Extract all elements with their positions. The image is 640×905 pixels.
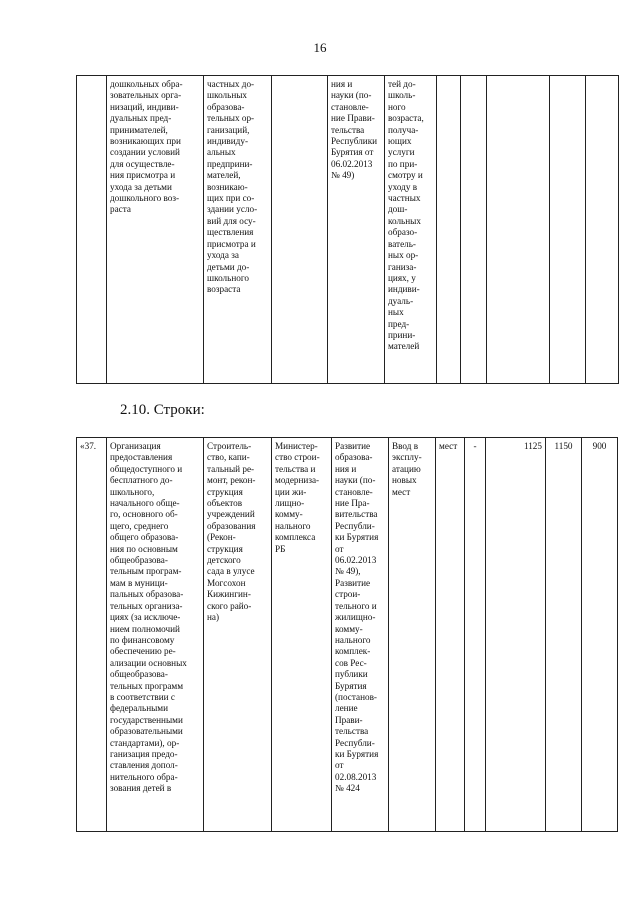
table-cell <box>77 76 107 384</box>
row-number: «37. <box>77 438 107 832</box>
table-cell <box>550 76 586 384</box>
table-continuation <box>76 75 619 384</box>
section-heading: 2.10. Строки: <box>120 402 205 418</box>
page-number: 16 <box>313 40 327 55</box>
table-rows <box>76 437 618 832</box>
table-row <box>77 76 619 384</box>
table-cell: тей до- школь- ного возраста, получа- ющих услуги по при- смотру и уходу в частных дош- кольных образо- ватель- ных ор- ганиза- циях, у индиви- дуаль- ных пред- прини- мателей <box>385 76 437 384</box>
value-cell-1: 1125 <box>486 438 546 832</box>
table-cell <box>487 76 550 384</box>
value-cell-2: 1150 <box>546 438 582 832</box>
table-cell <box>272 76 328 384</box>
value-cell-3: 900 <box>582 438 618 832</box>
table-cell: дошкольных обра- зовательных орга- низаций, индиви- дуальных пред- принимателей, возникающих при создании условий для осуществле- ния присмотра и ухода за детьми дошкольного воз- раста <box>107 76 204 384</box>
table-cell <box>437 76 461 384</box>
unit-cell: мест <box>436 438 465 832</box>
ministry-cell: Министер- ство строи- тельства и модерниза- ции жи- лищно- комму- нального комплекса РБ <box>272 438 332 832</box>
table-cell: частных до- школьных образова- тельных ор- ганизаций, индивиду- альных предприни- мателей, возникаю- щих при со- здании усло- вий для осу- ществления присмотра и ухода за детьми до- школьного возраста <box>204 76 272 384</box>
table-cell: ния и науки (по- становле- ние Прави- тельства Республики Бурятия от 06.02.2013 № 49) <box>328 76 385 384</box>
table-row <box>77 438 618 832</box>
dash-cell: - <box>465 438 486 832</box>
program-cell: Развитие образова- ния и науки (по- становле- ние Пра- вительства Республи- ки Бурятия от 06.02.2013 № 49), Развитие строи- тельного и жилищно- комму- нального комплек- сов Рес- публики Бурятия (постанов- ление Прави- тельства Республи- ки Бурятия от 02.08.2013 № 424 <box>332 438 389 832</box>
indicator-cell: Ввод в экcплу- атацию новых мест <box>389 438 436 832</box>
table-cell <box>461 76 487 384</box>
object-cell: Строитель- ство, капи- тальный ре- монт, рекон- струкция объектов учреждений образования (Рекон- струкция детского сада в улусе Могсохон Кижингин- ского райо- на) <box>204 438 272 832</box>
table-cell <box>586 76 619 384</box>
activity-cell: Организация предоставления общедоступного и бесплатного до- школьного, начального обще- го, основного об- щего, среднего общего образова- ния по основным общеобразова- тельным програм- мам в муници- пальных образова- тельных организа- циях (за исключе- нием полномочий по финансовому обеспечению ре- ализации основных общеобразова- тельных программ в соответствии с федеральными государственными образовательными стандартами), ор- ганизация предо- ставления допол- нительного обра- зования детей в <box>107 438 204 832</box>
